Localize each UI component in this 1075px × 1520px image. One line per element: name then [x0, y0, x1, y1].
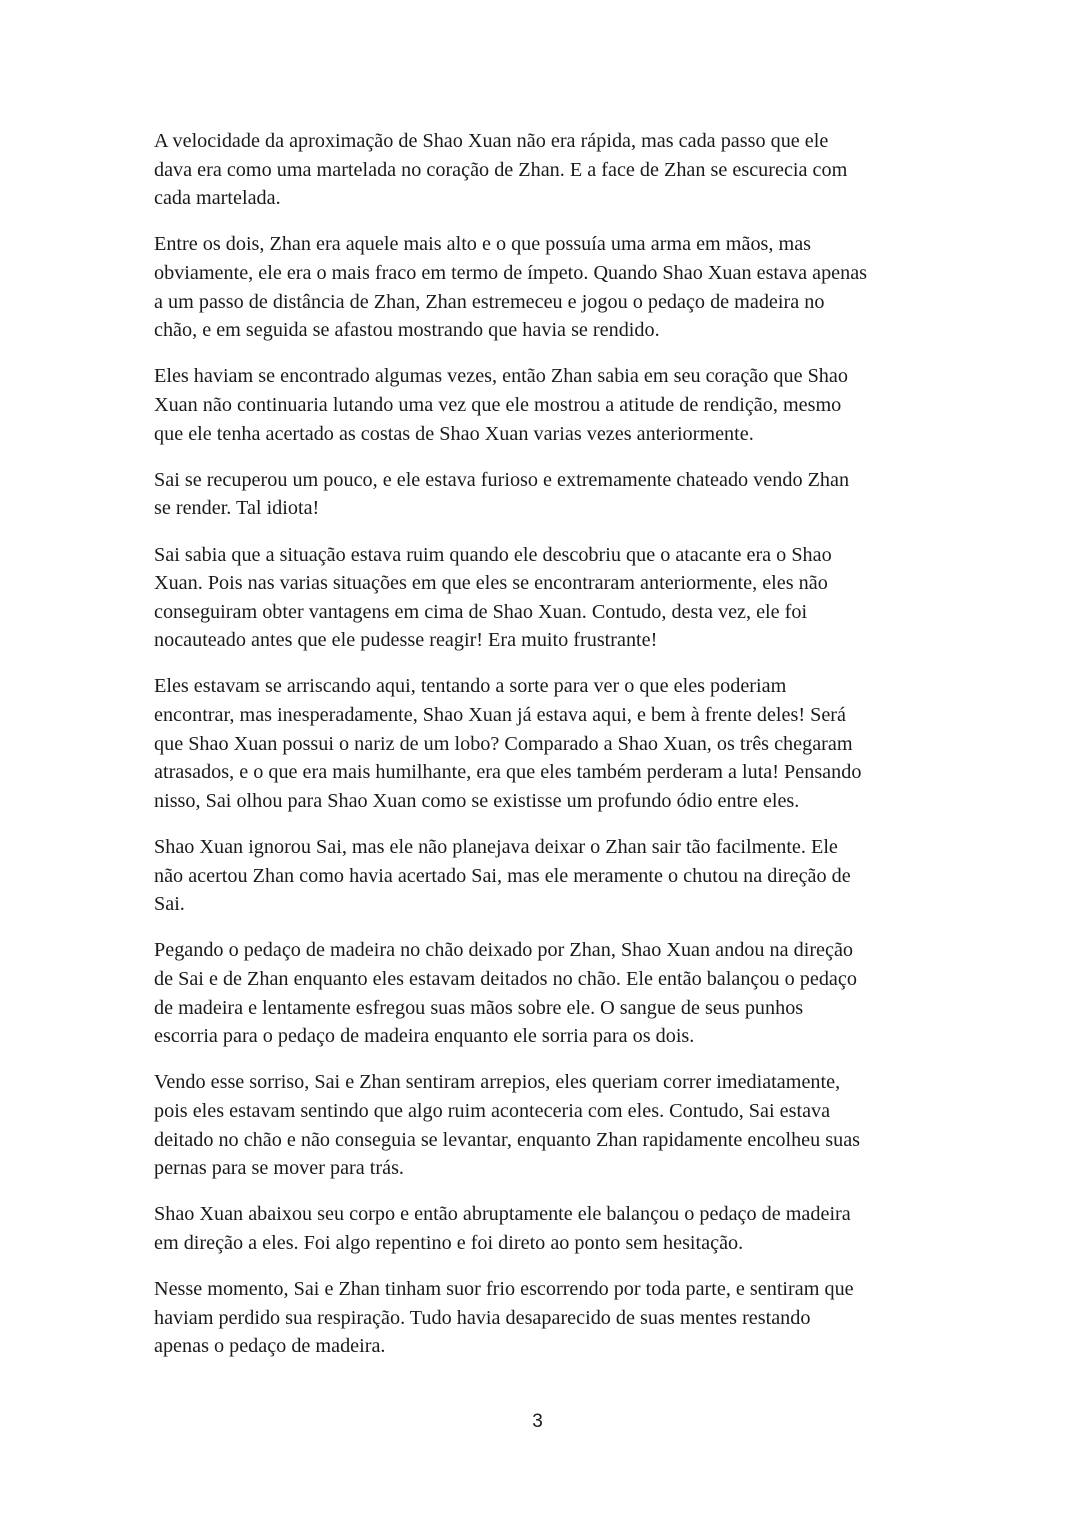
text-line: conseguiram obter vantagens em cima de Shao Xuan. Contudo, desta vez, ele foi — [154, 600, 808, 623]
text-line: pois eles estavam sentindo que algo ruim aconteceria com eles. Contudo, Sai estava — [154, 1099, 831, 1122]
text-line: A velocidade da aproximação de Shao Xuan não era rápida, mas cada passo que ele — [154, 130, 829, 152]
paragraph — [154, 230, 924, 344]
text-line: apenas o pedaço de madeira. — [154, 1335, 386, 1358]
text-line: não acertou Zhan como havia acertado Sai, mas ele meramente o chutou na direção de — [154, 864, 851, 887]
text-line: Sai se recuperou um pouco, e ele estava furioso e extremamente chateado vendo Zhan — [154, 468, 850, 491]
text-line: de Sai e de Zhan enquanto eles estavam deitados no chão. Ele então balançou o pedaço — [154, 968, 857, 990]
paragraph — [154, 127, 924, 213]
text-line: dava era como uma martelada no coração de Zhan. E a face de Zhan se escurecia com — [154, 158, 848, 181]
text-line: encontrar, mas inesperadamente, Shao Xuan já estava aqui, e bem à frente deles! Será — [154, 704, 846, 727]
text-line: de madeira e lentamente esfregou suas mãos sobre ele. O sangue de seus punhos — [154, 996, 804, 1019]
text-line: Sai. — [154, 893, 185, 916]
text-line: que ele tenha acertado as costas de Shao Xuan varias vezes anteriormente. — [154, 422, 754, 445]
text-line: Eles haviam se encontrado algumas vezes, então Zhan sabia em seu coração que Shao — [154, 365, 848, 388]
text-line: Vendo esse sorriso, Sai e Zhan sentiram arrepios, eles queriam correr imediatamente, — [154, 1071, 841, 1094]
text-line: Pegando o pedaço de madeira no chão deixado por Zhan, Shao Xuan andou na direção — [154, 939, 854, 962]
text-line: Xuan não continuaria lutando uma vez que ele mostrou a atitude de rendição, mesmo — [154, 393, 842, 416]
text-line: Entre os dois, Zhan era aquele mais alto e o que possuía uma arma em mãos, mas — [154, 233, 812, 256]
text-line: nisso, Sai olhou para Shao Xuan como se existisse um profundo ódio entre eles. — [154, 789, 800, 812]
text-line: pernas para se mover para trás. — [154, 1157, 404, 1180]
text-line: Sai sabia que a situação estava ruim quando ele descobriu que o atacante era o Shao — [154, 543, 832, 566]
text-line: Shao Xuan abaixou seu corpo e então abruptamente ele balançou o pedaço de madeira — [154, 1203, 851, 1226]
text-line: obviamente, ele era o mais fraco em termo de ímpeto. Quando Shao Xuan estava apenas — [154, 261, 868, 284]
page-number: 3 — [532, 1411, 543, 1432]
text-line: haviam perdido sua respiração. Tudo havia desaparecido de suas mentes restando — [154, 1306, 811, 1329]
paragraph — [154, 1275, 924, 1361]
paragraph — [154, 1200, 924, 1257]
text-line: Shao Xuan ignorou Sai, mas ele não planejava deixar o Zhan sair tão facilmente. Ele — [154, 836, 838, 859]
paragraph — [154, 936, 924, 1050]
text-line: se render. Tal idiota! — [154, 497, 320, 520]
paragraph — [154, 466, 924, 523]
document-body — [154, 127, 924, 1379]
paragraph — [154, 672, 924, 815]
paragraph — [154, 541, 924, 655]
text-line: a um passo de distância de Zhan, Zhan estremeceu e jogou o pedaço de madeira no — [154, 290, 825, 313]
paragraph — [154, 833, 924, 919]
paragraph — [154, 1068, 924, 1182]
text-line: deitado no chão e não conseguia se levantar, enquanto Zhan rapidamente encolheu suas — [154, 1128, 861, 1151]
text-line: cada martelada. — [154, 187, 281, 210]
text-line: Xuan. Pois nas varias situações em que eles se encontraram anteriormente, eles não — [154, 572, 828, 595]
text-line: nocauteado antes que ele pudesse reagir! Era muito frustrante! — [154, 629, 658, 652]
text-line: em direção a eles. Foi algo repentino e foi direto ao ponto sem hesitação. — [154, 1231, 744, 1254]
text-line: escorria para o pedaço de madeira enquanto ele sorria para os dois. — [154, 1025, 695, 1048]
text-line: que Shao Xuan possui o nariz de um lobo? Comparado a Shao Xuan, os três chegaram — [154, 732, 853, 755]
text-line: atrasados, e o que era mais humilhante, era que eles também perderam a luta! Pensando — [154, 761, 862, 784]
text-line: Eles estavam se arriscando aqui, tentando a sorte para ver o que eles poderiam — [154, 675, 787, 698]
text-line: Nesse momento, Sai e Zhan tinham suor frio escorrendo por toda parte, e sentiram que — [154, 1278, 854, 1301]
text-line: chão, e em seguida se afastou mostrando que havia se rendido. — [154, 319, 660, 342]
paragraph — [154, 362, 924, 448]
